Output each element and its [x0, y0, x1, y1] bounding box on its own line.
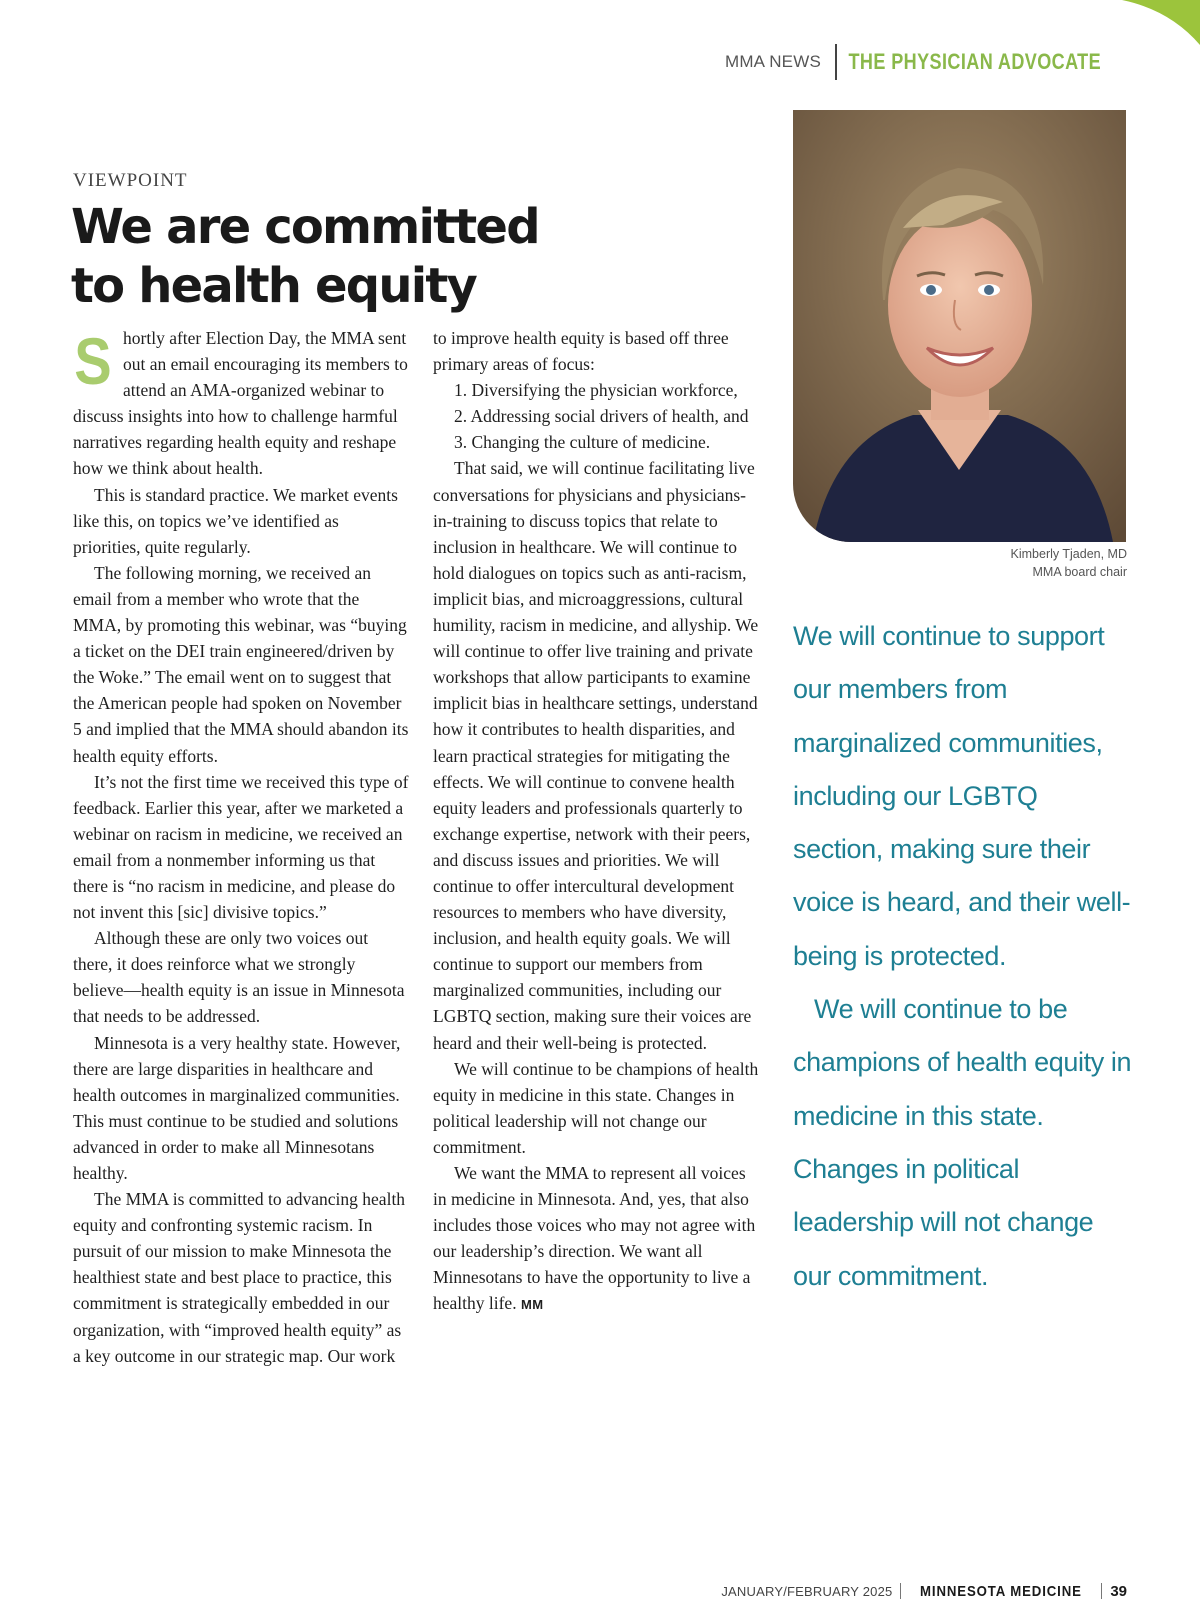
article-column-1 [73, 325, 409, 1369]
list-item: 1. Diversifying the physician workforce, [454, 380, 738, 401]
magazine-name: MINNESOTA MEDICINE [920, 1582, 1083, 1600]
drop-cap: S [74, 324, 112, 398]
article-kicker: VIEWPOINT [73, 170, 188, 191]
end-mark: MM [520, 1297, 544, 1313]
footer-divider [900, 1583, 901, 1599]
pull-quote [793, 610, 1133, 1303]
page-header [725, 44, 1127, 80]
photo-caption [1011, 545, 1127, 581]
paragraph: The MMA is committed to advancing health equity and confronting systemic racism. In pursuit of our mission to make Minnesota the healthiest state and best place to practice, this commitment is strategically embedded in our organization, with “improved health equity” as a key outcome in our strategic map. Our work [73, 1189, 406, 1366]
caption-name: Kimberly Tjaden, MD [1010, 547, 1127, 561]
section-title: THE PHYSICIAN ADVOCATE [848, 49, 1102, 74]
paragraph: The following morning, we received an email from a member who wrote that the MMA, by promoting this webinar, was “buying a ticket on the DEI train engineered/driven by the Woke.” The email went on to suggest that the American people had spoken on November 5 and implied that the MMA should abandon its health equity efforts. [73, 562, 409, 766]
paragraph-text: We want the MMA to represent all voices in medicine in Minnesota. And, yes, that also includes those voices who may not agree with our leadership’s direction. We want all Minnesotans to have the opportunity to live a healthy life. [433, 1163, 756, 1314]
list-item: 2. Addressing social drivers of health, and [454, 406, 749, 427]
pull-quote-paragraph: We will continue to support our members from marginalized communities, including our LGBTQ section, making sure their voice is heard, and their well-being is protected. [793, 621, 1131, 971]
caption-title: MMA board chair [1032, 565, 1127, 579]
issue-date: JANUARY/FEBRUARY 2025 [721, 1583, 893, 1599]
pull-quote-paragraph: We will continue to be champions of health equity in medicine in this state. Changes in political leadership will not change our commitment. [793, 994, 1132, 1291]
list-item: 3. Changing the culture of medicine. [454, 432, 711, 453]
author-photo [793, 110, 1126, 542]
footer-divider [1101, 1583, 1102, 1599]
title-line-1: We are committed [71, 199, 539, 255]
page-footer [721, 1582, 1127, 1600]
portrait-illustration [793, 110, 1126, 542]
paragraph: That said, we will continue facilitating live conversations for physicians and physicians-in-training to discuss topics that relate to inclusion in healthcare. We will continue to hold dialogues on topics such as anti-racism, implicit bias, and microaggressions, cultural humility, racism in medicine, and allyship. We will continue to offer live training and private workshops that allow participants to examine implicit bias in healthcare settings, understand how it contributes to health disparities, and learn practical strategies for mitigating the effects. We will continue to convene health equity leaders and professionals quarterly to exchange expertise, network with their peers, and discuss issues and priorities. We will continue to offer intercultural development resources to members who have diversity, inclusion, and health equity goals. We will continue to support our members from marginalized communities, including our LGBTQ section, making sure their voices are heard and their well-being is protected. [433, 458, 759, 1053]
page-number: 39 [1110, 1582, 1127, 1600]
section-label: MMA NEWS [724, 52, 821, 71]
paragraph: Although these are only two voices out there, it does reinforce what we strongly believe—health equity is an issue in Minnesota that needs to be addressed. [73, 928, 405, 1027]
title-line-2: to health equity [71, 258, 477, 314]
paragraph: to improve health equity is based off three primary areas of focus: [433, 328, 729, 375]
paragraph: Minnesota is a very healthy state. However, there are large disparities in healthcare and health outcomes in marginalized communities. This must continue to be studied and solutions advanced in order to make all Minnesotans healthy. [73, 1032, 401, 1183]
paragraph-text: hortly after Election Day, the MMA sent out an email encouraging its members to attend an AMA-organized webinar to discuss insights into how to challenge harmful narratives regarding health equity and reshape how we think about health. [73, 328, 408, 479]
paragraph [433, 1160, 763, 1319]
focus-list [433, 377, 763, 455]
paragraph: We will continue to be champions of health equity in medicine in this state. Changes in political leadership will not change our commitment. [433, 1058, 759, 1157]
article-title [71, 198, 551, 316]
paragraph: It’s not the first time we received this type of feedback. Earlier this year, after we marketed a webinar on racism in medicine, we received an email from a nonmember informing us that there is “no racism in medicine, and please do not invent this [sic] divisive topics.” [73, 771, 409, 923]
paragraph: This is standard practice. We market events like this, on topics we’ve identified as priorities, quite regularly. [73, 484, 398, 557]
article-column-2 [433, 325, 763, 1319]
paragraph [73, 325, 409, 482]
